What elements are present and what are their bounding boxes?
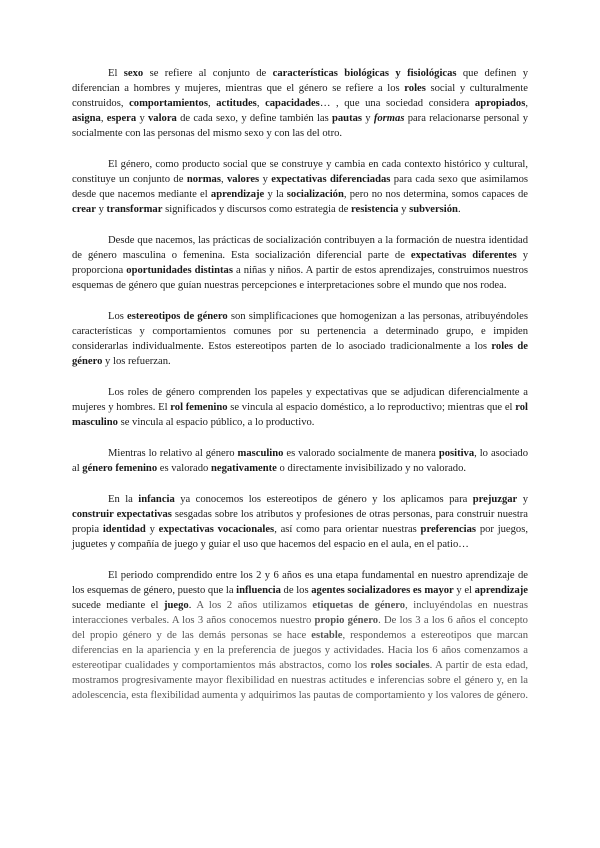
bold-term: crear (72, 204, 96, 215)
text-run: Los roles de género comprenden los papeles y expectativas que se adjudican diferencialmente a mujeres y hombres. El (72, 387, 528, 413)
bold-term: positiva (438, 448, 475, 459)
text-run: se vincula al espacio público, a lo productivo. (117, 417, 315, 428)
text-run: y (95, 204, 107, 215)
paragraph-5 (72, 385, 528, 430)
text-run: , respondemos a estereotipos que marcan diferencias en la apariencia y en la preferencia de juegos y actividades. Hacia los 6 años comenzamos a estereotipar cualidades y comportamientos más abstractos, como los (72, 630, 528, 671)
paragraph-8 (72, 568, 528, 703)
text-run: y (136, 113, 148, 124)
bold-term: valora (148, 113, 177, 124)
text-run: a niñas y niños. A partir de estos aprendizajes, construimos nuestros esquemas de género que guían nuestras percepciones e interpretaciones sobre el mundo que nos rodea. (72, 265, 528, 291)
text-run: de cada sexo, y define también las (176, 113, 332, 124)
text-run: , (256, 98, 266, 109)
paragraph-1 (72, 66, 528, 141)
paragraph-7 (72, 492, 528, 552)
bold-term: rol femenino (170, 402, 228, 413)
bold-term: expectativas vocacionales (158, 524, 275, 535)
bold-term: propio género (314, 615, 379, 626)
bold-term: roles sociales (370, 660, 430, 671)
text-run: , así como para orientar nuestras (274, 524, 421, 535)
bold-term: etiquetas de género (312, 600, 406, 611)
bold-term: negativamente (210, 463, 277, 474)
text-run: Mientras lo relativo al género (108, 448, 238, 459)
bold-term: sexo (123, 68, 144, 79)
bold-term: construir expectativas (72, 509, 172, 520)
bold-term: género femenino (82, 463, 158, 474)
bold-term: roles (404, 83, 426, 94)
text-run: En la (108, 494, 139, 505)
bold-term: juego (163, 600, 189, 611)
text-run: y los refuerzan. (102, 356, 171, 367)
text-run: y (517, 494, 528, 505)
text-run: , incluyéndolas en nuestras interacciones verbales. A los 3 años conocemos nuestro (72, 600, 528, 626)
text-run: y (362, 113, 374, 124)
text-run: es valorado socialmente de manera (283, 448, 439, 459)
bold-term: comportamientos (129, 98, 208, 109)
text-run: , pero no nos determina, somos capaces de (343, 189, 528, 200)
text-run: para cada sexo que asimilamos desde que nacemos mediante el (72, 174, 528, 200)
text-run: , (100, 113, 107, 124)
bold-term: infancia (138, 494, 175, 505)
bold-term: transformar (106, 204, 163, 215)
text-run: se vincula al espacio doméstico, a lo reproductivo; mientras que el (227, 402, 516, 413)
text-run: de los (280, 585, 312, 596)
bold-term: asigna (72, 113, 101, 124)
bold-term: actitudes (216, 98, 257, 109)
text-run: sucede mediante el (72, 600, 164, 611)
bold-term: estable (311, 630, 343, 641)
bold-term: aprendizaje (210, 189, 265, 200)
text-run: . De los 3 a los 6 años el concepto del propio género y de las demás personas se hace (72, 615, 528, 641)
text-run: significados y discursos como estrategia de (162, 204, 352, 215)
text-run: El periodo comprendido entre los 2 y 6 años es una etapa fundamental en nuestro aprendizaje de los esquemas de género, puesto que la (72, 570, 528, 596)
text-run: y (145, 524, 159, 535)
text-run: se refiere al conjunto de (143, 68, 273, 79)
bold-term: resistencia (351, 204, 399, 215)
bold-term: oportunidades distintas (126, 265, 233, 276)
text-run: y el (453, 585, 475, 596)
text-run: y proporciona (72, 250, 528, 276)
paragraph-6 (72, 446, 528, 476)
text-run: El (108, 68, 124, 79)
paragraph-2 (72, 157, 528, 217)
text-run: . (457, 204, 461, 215)
bold-term: preferencias (420, 524, 477, 535)
text-run: y (398, 204, 410, 215)
bold-term: influencia (236, 585, 281, 596)
text-run: . A partir de esta edad, mostramos progresivamente mayor flexibilidad en nuestras actitudes e inferencias sobre el género y, en la adolescencia, esta flexibilidad aumenta y adquirimos las pautas de comportamiento y los valores de género. (72, 660, 529, 701)
text-run: A los 2 años utilizamos (196, 600, 313, 611)
text-run: Los (108, 311, 128, 322)
bold-term: subversión (409, 204, 458, 215)
bold-term: roles de género (72, 341, 528, 367)
text-run: … , que una sociedad considera (319, 98, 475, 109)
paragraph-4 (72, 309, 528, 369)
text-run: que definen y diferencian a hombres y mujeres, mientras que el género se refiere a los (72, 68, 528, 94)
text-run: . (188, 600, 197, 611)
bold-term: expectativas diferenciadas (271, 174, 391, 185)
bold-term: valores (227, 174, 260, 185)
text-run: y la (264, 189, 287, 200)
bold-term: socialización (286, 189, 344, 200)
bold-term: formas (373, 113, 405, 124)
bold-term: estereotipos de género (127, 311, 228, 322)
text-run: o directamente invisibilizado y no valorado. (276, 463, 467, 474)
bold-term: aprendizaje (474, 585, 529, 596)
bold-term: capacidades (265, 98, 320, 109)
bold-term: normas (186, 174, 221, 185)
text-run: sesgadas sobre los atributos y profesiones de otras personas, para construir nuestra propia (72, 509, 528, 535)
text-run: social y culturalmente construidos, (72, 83, 528, 109)
text-run: El género, como producto social que se construye y cambia en cada contexto histórico y cultural, constituye un conjunto de (72, 159, 528, 185)
text-run: es valorado (157, 463, 211, 474)
bold-term: expectativas diferentes (410, 250, 517, 261)
bold-term: agentes socializadores es mayor (311, 585, 454, 596)
text-run: Desde que nacemos, las prácticas de socialización contribuyen a la formación de nuestra identidad de género masculina o femenina. Esta socialización diferencial parte de (72, 235, 528, 261)
text-run: para relacionarse personal y socialmente con las personas del mismo sexo y con las del otro. (72, 113, 529, 139)
text-run: por juegos, juguetes y compañía de juego y guiar el uso que hacemos del espacio en el aula, en el patio… (72, 524, 528, 550)
paragraph-3 (72, 233, 528, 293)
text-run: , lo asociado al (72, 448, 529, 474)
text-run: son simplificaciones que homogenizan a las personas, atribuyéndoles características y comportamientos comunes por su pertenencia a determinado grupo, e impiden considerarlas individualmente. Estos estereotipos parten de lo asociado tradicionalmente a los (72, 311, 528, 352)
text-run: y (259, 174, 272, 185)
bold-term: apropiados (474, 98, 526, 109)
bold-term: prejuzgar (472, 494, 518, 505)
bold-term: identidad (102, 524, 146, 535)
text-run: , (525, 98, 528, 109)
text-run: ya conocemos los estereotipos de género y los aplicamos para (174, 494, 473, 505)
bold-term: masculino (237, 448, 284, 459)
text-run: , (220, 174, 227, 185)
bold-term: pautas (331, 113, 363, 124)
bold-term: características biológicas y fisiológicas (272, 68, 457, 79)
bold-term: rol masculino (72, 402, 528, 428)
bold-term: espera (106, 113, 137, 124)
text-run: , (207, 98, 217, 109)
